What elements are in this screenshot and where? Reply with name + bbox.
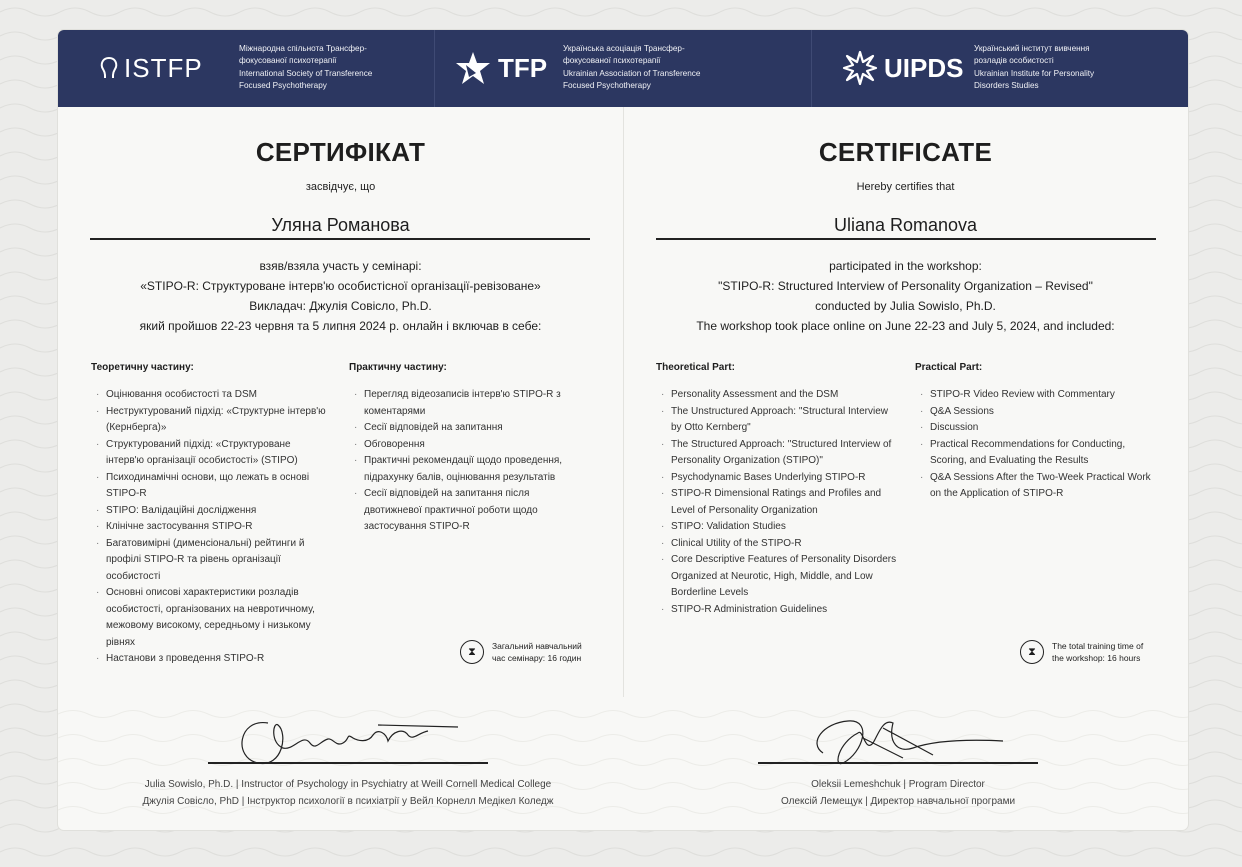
practice-title-en: Practical Part: [915,362,983,373]
workshop-line: взяв/взяла участь у семінарі: [259,259,422,273]
list-item: · Сесії відповідей на запитання після двотижневої практичної роботи щодо застосування STIPO-R [349,486,589,536]
list-item: · STIPO: Validation Studies [656,519,901,536]
uipds-desc-line: Український інститут вивчення [974,44,1090,53]
istfp-logo-text: ISTFP [124,53,203,83]
header-bar [58,30,1188,107]
workshop-line: participated in the workshop: [829,259,982,273]
training-time-uk [460,640,582,664]
list-item: · The Structured Approach: "Structured Interview of Personality Organization (STIPO)" [656,437,901,470]
certifies-text-en: Hereby certifies that [856,181,955,193]
practice-list-en [915,387,1155,503]
training-line: The total training time of [1052,641,1144,651]
hourglass-icon: ⧗ [1020,640,1044,664]
list-item: · STIPO-R Dimensional Ratings and Profiles and Level of Personality Organization [656,486,901,519]
org-uipds [812,30,1188,107]
workshop-line: The workshop took place online on June 22-23 and July 5, 2024, and included: [696,319,1115,333]
list-item: · Discussion [915,420,1155,437]
list-item: · Q&A Sessions After the Two-Week Practical Work on the Application of STIPO-R [915,470,1155,503]
signatory-line: Джулія Совісло, PhD | Інструктор психології в психіатрії у Вейл Корнелл Медікел Коледж [142,796,554,807]
signatory-line: Julia Sowislo, Ph.D. | Instructor of Psychology in Psychiatry at Weill Cornell Medical College [144,779,552,790]
recipient-name-uk: Уляна Романова [271,215,410,235]
list-item: · Практичні рекомендації щодо проведення, підрахунку балів, оцінювання результатів [349,453,589,486]
signature-caption-right [698,776,1098,810]
certificate-title-en: CERTIFICATE [818,137,993,167]
training-text [1052,640,1143,664]
workshop-line: "STIPO-R: Structured Interview of Personality Organization – Revised" [718,279,1093,293]
training-text [492,640,582,664]
theory-title-uk: Теоретичну частину: [91,362,194,373]
signature-line-right [758,762,1038,764]
list-item: · Основні описові характеристики розладів особистості, організованих на невротичному, межовому високому, середньому і низькому рівнях [91,585,331,651]
theory-part-uk [91,362,331,668]
signature-line-left [208,762,488,764]
uipds-desc-line: Ukrainian Institute for Personality [974,68,1095,78]
tfp-desc-line: Ukrainian Association of Transference [563,68,701,78]
org-istfp [58,30,435,107]
list-item: · Багатовимірні (дименсіональні) рейтинги й профілі STIPO-R та рівень організації особистості [91,536,331,586]
certificate-title-uk: СЕРТИФІКАТ [255,137,426,167]
theory-part-en [656,362,901,618]
list-item: · Перегляд відеозаписів інтерв'ю STIPO-R з коментарями [349,387,589,420]
list-item: · Структурований підхід: «Структуроване інтерв'ю організації особистості» (STIPO) [91,437,331,470]
signature-lemeshchuk [803,713,1013,773]
tfp-logo [454,50,547,86]
practice-part-uk [349,362,589,536]
workshop-info-uk [58,256,623,336]
list-item: · STIPO-R Administration Guidelines [656,602,901,619]
theory-list-uk [91,387,331,668]
istfp-desc-line: Міжнародна спільнота Трансфер- [239,44,367,53]
name-underline [90,238,590,240]
istfp-head-icon [100,56,118,80]
training-time-en [1020,640,1143,664]
list-item: · Psychodynamic Bases Underlying STIPO-R [656,470,901,487]
theory-list-en [656,387,901,618]
tfp-desc-line: фокусованої психотерапії [563,56,661,66]
signatory-line: Oleksii Lemeshchuk | Program Director [811,779,985,790]
training-line: час семінару: 16 годин [492,653,582,663]
workshop-line: Викладач: Джулія Совісло, Ph.D. [249,299,432,313]
training-line: Загальний навчальний [492,641,582,651]
org-tfp [435,30,812,107]
tfp-star-icon [454,51,492,85]
uipds-star-icon [842,50,878,86]
list-item: · Психодинамічні основи, що лежать в основі STIPO-R [91,470,331,503]
uipds-description [974,43,1094,92]
tfp-description [563,43,700,92]
name-underline [656,238,1156,240]
list-item: · Practical Recommendations for Conducting, Scoring, and Evaluating the Results [915,437,1155,470]
list-item: · Q&A Sessions [915,404,1155,421]
list-item: · Сесії відповідей на запитання [349,420,589,437]
list-item: · Clinical Utility of the STIPO-R [656,536,901,553]
list-item: · STIPO: Валідаційні дослідження [91,503,331,520]
istfp-logo [100,50,203,86]
workshop-line: conducted by Julia Sowislo, Ph.D. [815,299,996,313]
uipds-logo [842,50,963,86]
english-certificate [623,107,1188,697]
list-item: · Неструктурований підхід: «Структурне інтерв'ю (Кернберга)» [91,404,331,437]
workshop-line: який пройшов 22-23 червня та 5 липня 2024 р. онлайн і включав в себе: [139,319,542,333]
list-item: · STIPO-R Video Review with Commentary [915,387,1155,404]
list-item: · The Unstructured Approach: "Structural Interview by Otto Kernberg" [656,404,901,437]
practice-part-en [915,362,1155,503]
list-item: · Клінічне застосування STIPO-R [91,519,331,536]
hourglass-icon: ⧗ [460,640,484,664]
istfp-description [239,43,372,92]
workshop-line: «STIPO-R: Структуроване інтерв'ю особистісної організації-ревізоване» [140,279,541,293]
istfp-desc-line: фокусованої психотерапії [239,56,337,66]
tfp-desc-line: Українська асоціація Трансфер- [563,44,685,53]
istfp-desc-line: International Society of Transference [239,68,373,78]
signature-sowislo [228,713,468,773]
list-item: · Настанови з проведення STIPO-R [91,651,331,668]
list-item: · Обговорення [349,437,589,454]
training-line: the workshop: 16 hours [1052,653,1141,663]
ukrainian-certificate [58,107,624,697]
uipds-desc-line: Disorders Studies [974,80,1039,90]
practice-title-uk: Практичну частину: [349,362,447,373]
istfp-desc-line: Focused Psychotherapy [239,80,327,90]
list-item: · Personality Assessment and the DSM [656,387,901,404]
signature-caption-left [116,776,580,810]
tfp-desc-line: Focused Psychotherapy [563,80,651,90]
certificate-sheet [58,30,1188,830]
uipds-desc-line: розладів особистості [974,56,1054,66]
certifies-text-uk: засвідчує, що [305,181,376,193]
theory-title-en: Theoretical Part: [656,362,735,373]
list-item: · Core Descriptive Features of Personality Disorders Organized at Neurotic, High, Middle, and Low Borderline Levels [656,552,901,602]
recipient-name-en: Uliana Romanova [833,215,978,235]
tfp-logo-text: TFP [498,53,548,83]
list-item: · Оцінювання особистості та DSM [91,387,331,404]
signatory-line: Олексій Лемещук | Директор навчальної програми [780,796,1016,807]
workshop-info-en [623,256,1188,336]
uipds-logo-text: UIPDS [884,53,964,83]
practice-list-uk [349,387,589,536]
